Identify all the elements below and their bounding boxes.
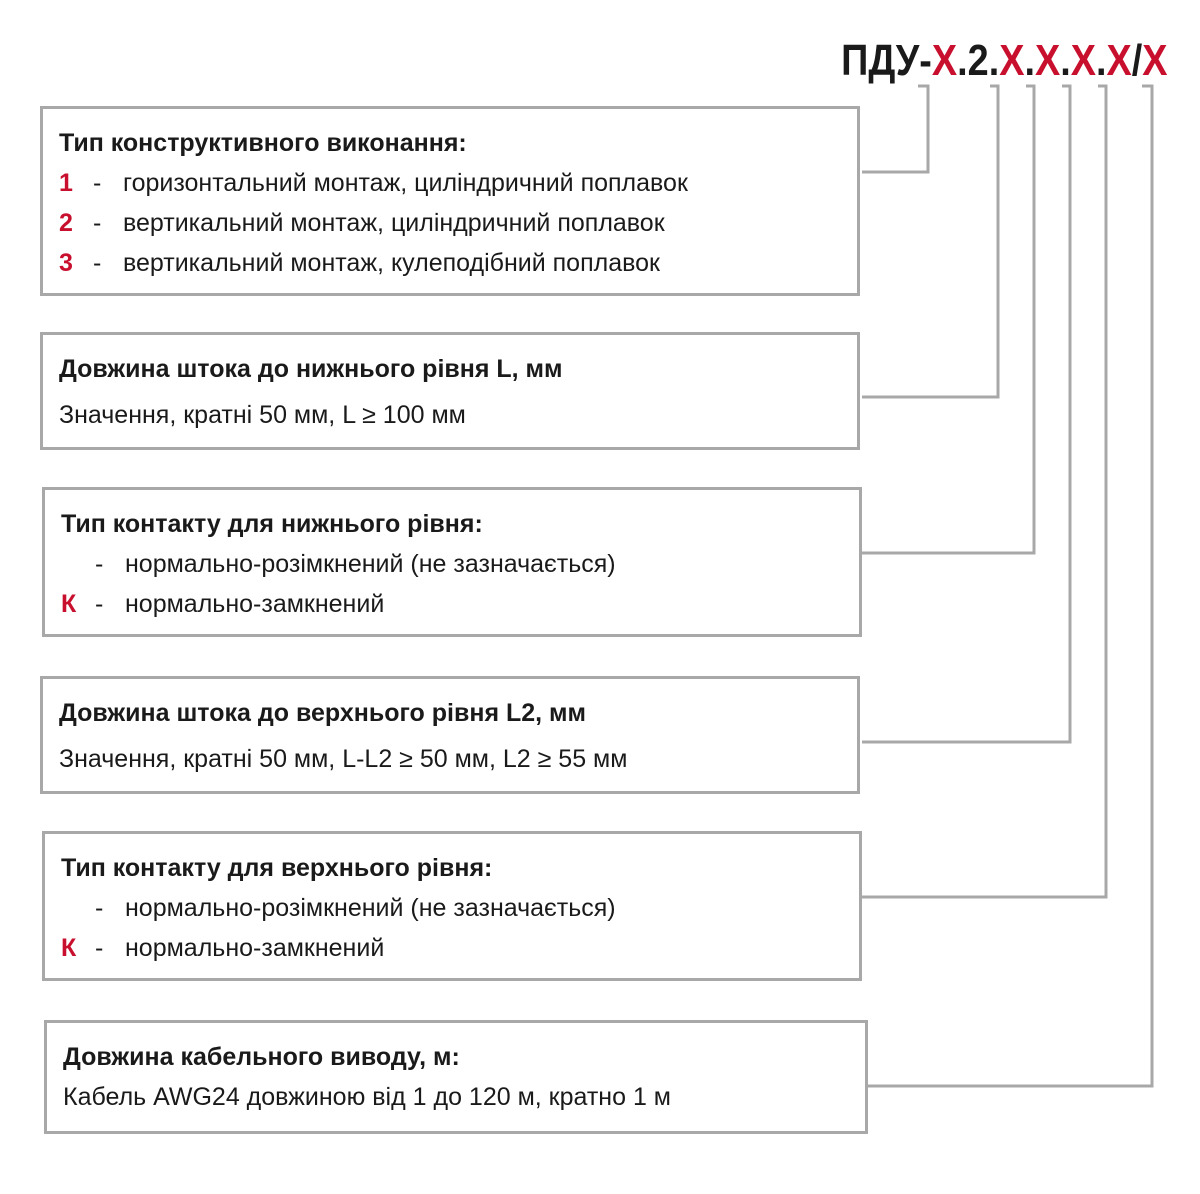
box-upper-contact-type	[42, 831, 862, 981]
code-part: ПДУ-	[841, 36, 933, 85]
list-item	[59, 163, 857, 203]
option-text: нормально-розімкнений (не зазначається)	[125, 550, 616, 578]
box-title: Тип конструктивного виконання:	[59, 129, 467, 157]
list-item	[59, 203, 857, 243]
list-item	[61, 584, 859, 624]
option-key	[61, 544, 95, 584]
code-part: Х	[932, 36, 958, 85]
list-item	[59, 243, 857, 283]
option-text: нормально-замкнений	[125, 934, 385, 962]
code-part: Х	[999, 36, 1025, 85]
connector-line-4	[862, 86, 1070, 742]
option-key	[61, 888, 95, 928]
option-dash: -	[93, 209, 102, 237]
option-text: вертикальний монтаж, кулеподібний поплавок	[123, 249, 660, 277]
box-upper-rod-length	[40, 676, 860, 794]
box-lower-rod-length	[40, 332, 860, 450]
code-part: .	[1096, 36, 1107, 85]
option-dash: -	[93, 169, 102, 197]
box-text: Значення, кратні 50 мм, L ≥ 100 мм	[59, 401, 466, 429]
option-text: вертикальний монтаж, циліндричний поплавок	[123, 209, 665, 237]
box-cable-length	[44, 1020, 868, 1134]
connector-line-2	[862, 86, 998, 397]
code-part: .	[1024, 36, 1036, 85]
code-part: .	[1060, 36, 1072, 85]
connector-line-1	[862, 86, 928, 172]
option-dash: -	[95, 894, 104, 922]
option-text: нормально-замкнений	[125, 590, 385, 618]
option-key: 3	[59, 249, 73, 277]
list-item	[61, 928, 859, 968]
option-dash: -	[95, 590, 104, 618]
list-item	[61, 888, 859, 928]
box-text: Значення, кратні 50 мм, L-L2 ≥ 50 мм, L2 ≥ 55 мм	[59, 745, 628, 773]
option-key: К	[61, 934, 77, 962]
code-part: Х	[1106, 36, 1133, 85]
option-text: нормально-розімкнений (не зазначається)	[125, 894, 616, 922]
box-construction-type	[40, 106, 860, 296]
box-text: Кабель AWG24 довжиною від 1 до 120 м, кратно 1 м	[63, 1083, 671, 1111]
connector-line-6	[866, 86, 1152, 1086]
code-part: Х	[1035, 36, 1061, 85]
option-key: К	[61, 590, 77, 618]
option-dash: -	[93, 249, 102, 277]
box-title: Тип контакту для нижнього рівня:	[61, 510, 483, 538]
list-item	[61, 544, 859, 584]
option-key: 2	[59, 209, 73, 237]
box-title: Довжина кабельного виводу, м:	[63, 1043, 460, 1071]
option-dash: -	[95, 934, 104, 962]
box-lower-contact-type	[42, 487, 862, 637]
box-title: Довжина штока до верхнього рівня L2, мм	[59, 699, 587, 727]
option-text: горизонтальний монтаж, циліндричний поплавок	[123, 169, 688, 197]
box-title: Тип контакту для верхнього рівня:	[61, 854, 493, 882]
code-part: Х	[1071, 36, 1097, 85]
box-title: Довжина штока до нижнього рівня L, мм	[59, 355, 563, 383]
code-part: .2.	[957, 36, 1000, 85]
connector-line-3	[862, 86, 1034, 553]
code-part: /	[1132, 36, 1143, 85]
option-key: 1	[59, 169, 73, 197]
code-part: Х	[1142, 36, 1168, 85]
option-dash: -	[95, 550, 104, 578]
